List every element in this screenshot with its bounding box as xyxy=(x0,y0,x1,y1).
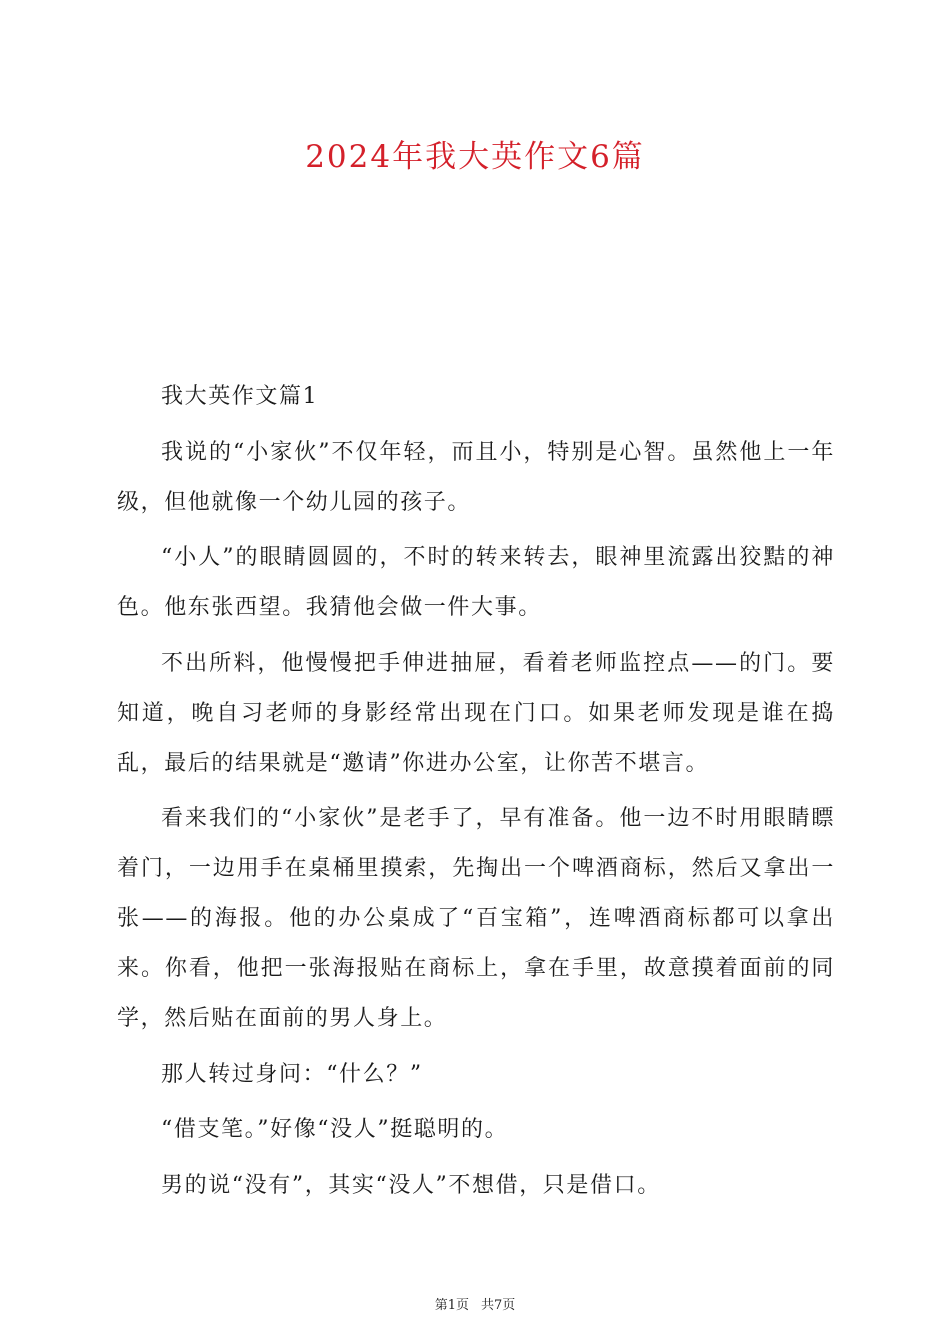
paragraph: 不出所料，他慢慢把手伸进抽屉，看着老师监控点——的门。要知道，晚自习老师的身影经常出现在门口。如果老师发现是谁在捣乱，最后的结果就是“邀请”你进办公室，让你苦不堪言。 xyxy=(117,650,835,776)
section-heading: 我大英作文篇1 xyxy=(161,384,319,409)
page-footer xyxy=(0,1296,950,1316)
paragraph: 那人转过身问：“什么？” xyxy=(161,1061,423,1087)
page-number: 第1页 xyxy=(434,1298,469,1313)
page-total: 共7页 xyxy=(481,1298,516,1313)
paragraph: 男的说“没有”，其实“没人”不想借，只是借口。 xyxy=(161,1172,661,1198)
paragraph: “小人”的眼睛圆圆的，不时的转来转去，眼神里流露出狡黠的神色。他东张西望。我猜他会做一件大事。 xyxy=(117,545,835,620)
document-title: 2024年我大英作文6篇 xyxy=(305,139,645,175)
paragraph: 看来我们的“小家伙”是老手了，早有准备。他一边不时用眼睛瞟着门，一边用手在桌桶里摸索，先掏出一个啤酒商标，然后又拿出一张——的海报。他的办公桌成了“百宝箱”，连啤酒商标都可以拿出来。你看，他把一张海报贴在商标上，拿在手里，故意摸着面前的同学，然后贴在面前的男人身上。 xyxy=(117,806,835,1031)
document-body xyxy=(117,372,835,1216)
paragraph: 我说的“小家伙”不仅年轻，而且小，特别是心智。虽然他上一年级，但他就像一个幼儿园的孩子。 xyxy=(117,439,835,515)
paragraph: “借支笔。”好像“没人”挺聪明的。 xyxy=(161,1117,509,1142)
